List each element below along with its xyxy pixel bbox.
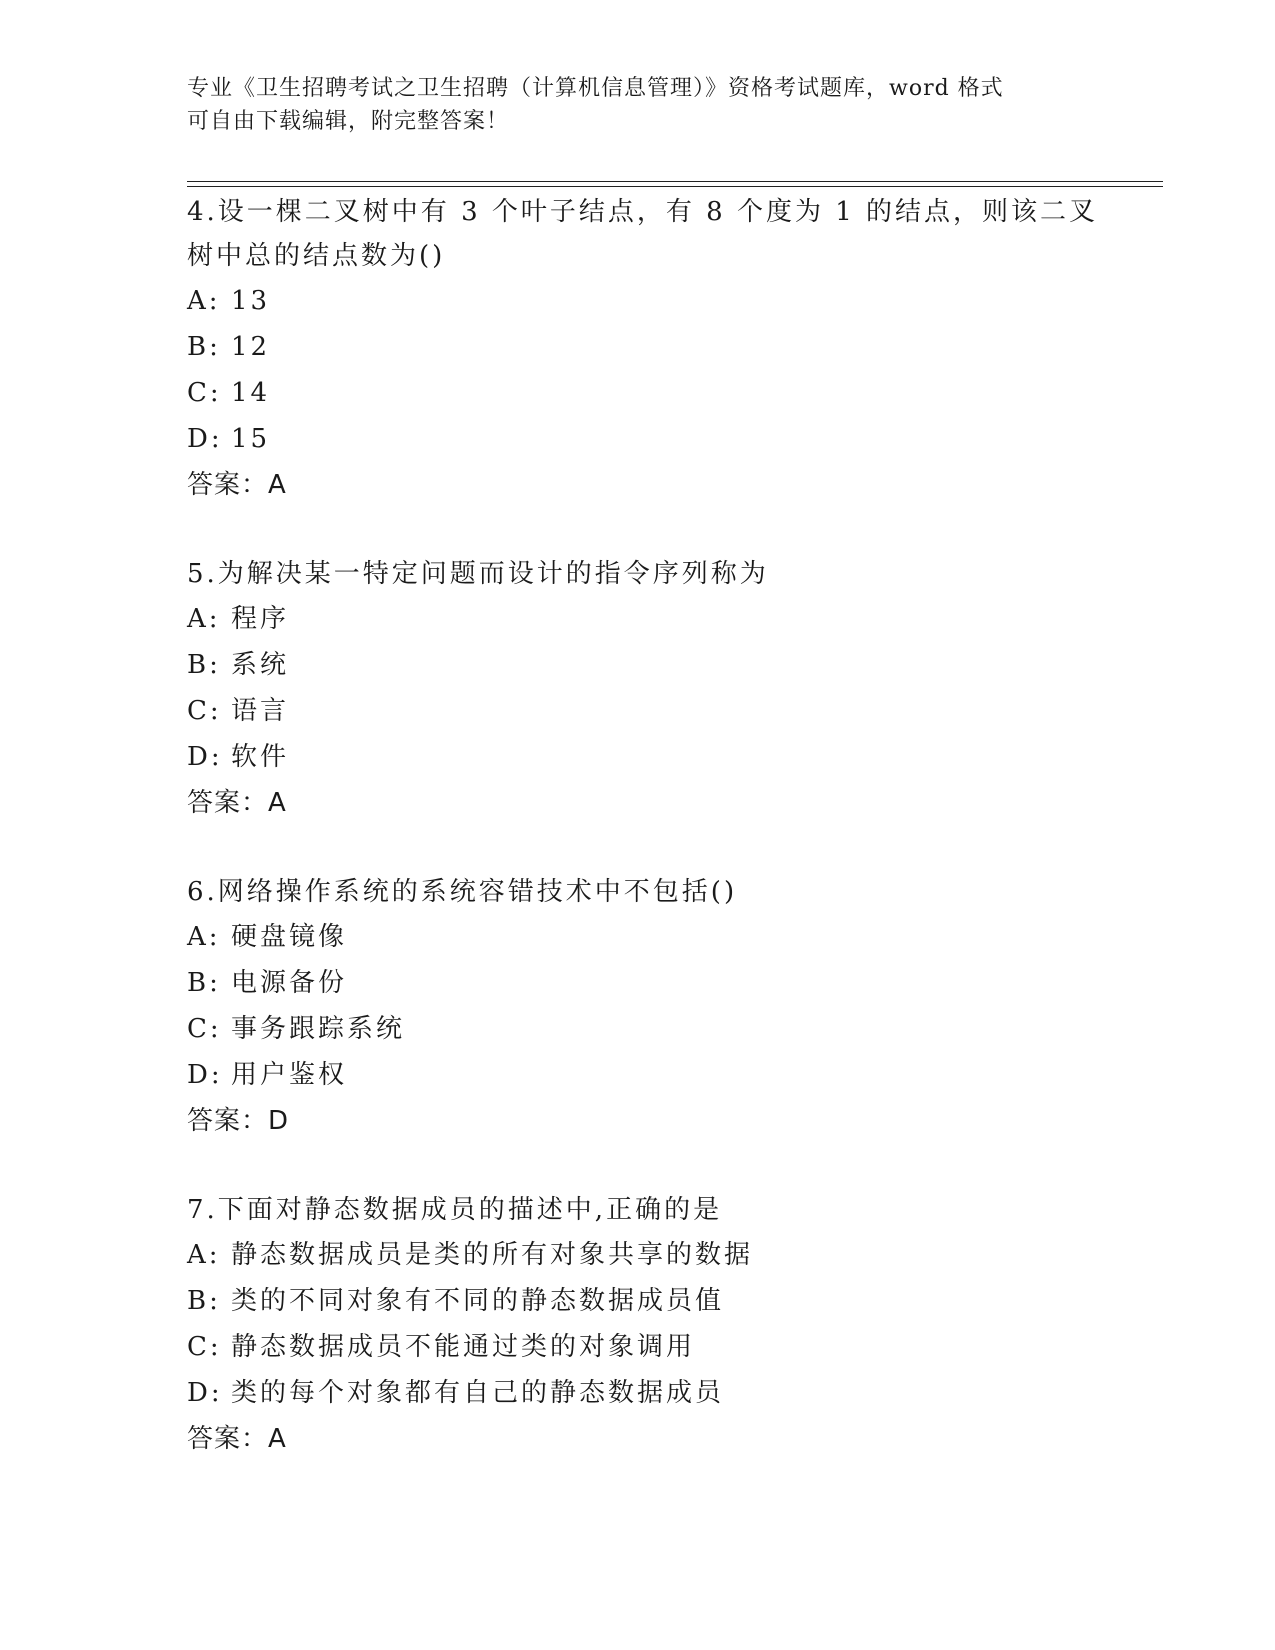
option-letter: C: bbox=[187, 696, 222, 726]
question-stem-line: 6.网络操作系统的系统容错技术中不包括() bbox=[187, 877, 738, 907]
option-letter: D: bbox=[187, 1060, 223, 1090]
option-text: 电源备份 bbox=[231, 968, 348, 998]
option-letter: D: bbox=[187, 742, 223, 772]
question-stem bbox=[187, 870, 1147, 914]
option-letter: B: bbox=[187, 1286, 221, 1316]
header-line-2: 可自由下载编辑，附完整答案！ bbox=[187, 109, 510, 134]
option-letter: C: bbox=[187, 1332, 222, 1362]
header-line-1: 专业《卫生招聘考试之卫生招聘（计算机信息管理）》资格考试题库，word 格式 bbox=[187, 76, 1004, 101]
option-text: 硬盘镜像 bbox=[231, 922, 348, 952]
option-letter: C: bbox=[187, 1014, 222, 1044]
question-list bbox=[187, 190, 1147, 1506]
question-stem-line: 4.设一棵二叉树中有 3 个叶子结点，有 8 个度为 1 的结点，则该二叉 bbox=[187, 197, 1099, 227]
question-block bbox=[187, 190, 1147, 508]
option-text: 程序 bbox=[231, 604, 290, 634]
option-b bbox=[187, 960, 1147, 1006]
option-letter: C: bbox=[187, 378, 222, 408]
document-header bbox=[187, 72, 1087, 138]
option-letter: B: bbox=[187, 332, 221, 362]
answer: 答案：A bbox=[187, 470, 287, 500]
option-text: 类的不同对象有不同的静态数据成员值 bbox=[231, 1286, 725, 1316]
option-text: 静态数据成员是类的所有对象共享的数据 bbox=[231, 1240, 754, 1270]
option-a bbox=[187, 596, 1147, 642]
option-d bbox=[187, 734, 1147, 780]
question-stem bbox=[187, 552, 1147, 596]
option-text: 类的每个对象都有自己的静态数据成员 bbox=[231, 1378, 725, 1408]
option-text: 13 bbox=[231, 286, 271, 316]
answer: 答案：A bbox=[187, 1424, 287, 1454]
option-text: 软件 bbox=[231, 742, 290, 772]
option-b bbox=[187, 642, 1147, 688]
option-c bbox=[187, 1006, 1147, 1052]
question-stem bbox=[187, 190, 1147, 278]
option-text: 14 bbox=[231, 378, 271, 408]
question-stem-line: 5.为解决某一特定问题而设计的指令序列称为 bbox=[187, 559, 769, 589]
header-divider-bottom bbox=[187, 186, 1163, 187]
option-letter: A: bbox=[187, 1240, 221, 1270]
question-stem-line: 树中总的结点数为() bbox=[187, 241, 446, 271]
option-text: 事务跟踪系统 bbox=[231, 1014, 406, 1044]
option-b bbox=[187, 324, 1147, 370]
option-text: 12 bbox=[231, 332, 271, 362]
option-text: 15 bbox=[231, 424, 271, 454]
answer: 答案：D bbox=[187, 1106, 290, 1136]
option-letter: D: bbox=[187, 424, 223, 454]
option-letter: B: bbox=[187, 650, 221, 680]
question-block bbox=[187, 870, 1147, 1144]
option-d bbox=[187, 1370, 1147, 1416]
option-c bbox=[187, 370, 1147, 416]
option-a bbox=[187, 1232, 1147, 1278]
option-letter: B: bbox=[187, 968, 221, 998]
option-letter: D: bbox=[187, 1378, 223, 1408]
option-text: 语言 bbox=[231, 696, 290, 726]
answer: 答案：A bbox=[187, 788, 287, 818]
option-text: 静态数据成员不能通过类的对象调用 bbox=[231, 1332, 696, 1362]
option-b bbox=[187, 1278, 1147, 1324]
option-letter: A: bbox=[187, 604, 221, 634]
option-text: 系统 bbox=[231, 650, 290, 680]
option-a bbox=[187, 278, 1147, 324]
option-d bbox=[187, 416, 1147, 462]
question-stem bbox=[187, 1188, 1147, 1232]
option-letter: A: bbox=[187, 286, 221, 316]
option-d bbox=[187, 1052, 1147, 1098]
question-block bbox=[187, 552, 1147, 826]
question-stem-line: 7.下面对静态数据成员的描述中,正确的是 bbox=[187, 1195, 723, 1225]
header-divider-top bbox=[187, 181, 1163, 182]
option-letter: A: bbox=[187, 922, 221, 952]
option-a bbox=[187, 914, 1147, 960]
option-text: 用户鉴权 bbox=[231, 1060, 348, 1090]
option-c bbox=[187, 688, 1147, 734]
option-c bbox=[187, 1324, 1147, 1370]
question-block bbox=[187, 1188, 1147, 1462]
